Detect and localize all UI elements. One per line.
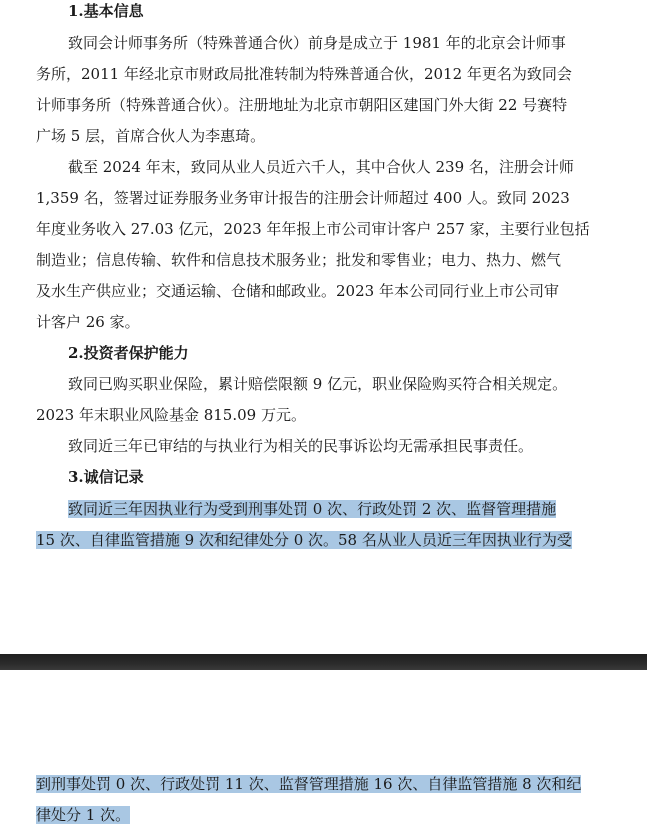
section-heading-investor-protection: 2.投资者保护能力 bbox=[68, 344, 189, 362]
text-line: 1,359 名，签署过证券服务业务审计报告的注册会计师超过 400 人。致同 2023 bbox=[36, 189, 570, 207]
text-line: 致同已购买职业保险，累计赔偿限额 9 亿元，职业保险购买符合相关规定。 bbox=[68, 375, 568, 393]
selection-highlight: 15 次、自律监管措施 9 次和纪律处分 0 次。58 名从业人员近三年因执业行为受 bbox=[36, 531, 572, 549]
highlighted-text-line[interactable] bbox=[36, 773, 596, 795]
page-separator bbox=[0, 654, 647, 670]
text-line: 计师事务所（特殊普通合伙）。注册地址为北京市朝阳区建国门外大街 22 号赛特 bbox=[36, 96, 568, 114]
highlighted-text-line[interactable] bbox=[68, 498, 596, 520]
selection-highlight: 律处分 1 次。 bbox=[36, 806, 131, 824]
section-heading-integrity-record: 3.诚信记录 bbox=[68, 468, 144, 486]
text-line: 2023 年末职业风险基金 815.09 万元。 bbox=[36, 406, 306, 424]
text-line: 截至 2024 年末，致同从业人员近六千人，其中合伙人 239 名，注册会计师 bbox=[68, 158, 574, 176]
selection-highlight: 致同近三年因执业行为受到刑事处罚 0 次、行政处罚 2 次、监督管理措施 bbox=[68, 500, 557, 518]
text-line: 广场 5 层，首席合伙人为李惠琦。 bbox=[36, 127, 266, 145]
text-line: 计客户 26 家。 bbox=[36, 313, 140, 331]
text-line: 致同会计师事务所（特殊普通合伙）前身是成立于 1981 年的北京会计师事 bbox=[68, 34, 566, 52]
text-line: 年度业务收入 27.03 亿元，2023 年年报上市公司审计客户 257 家，主要行业包括 bbox=[36, 220, 590, 238]
text-line: 务所，2011 年经北京市财政局批准转制为特殊普通合伙，2012 年更名为致同会 bbox=[36, 65, 572, 83]
document-page-bottom bbox=[0, 670, 647, 830]
text-line: 及水生产供应业；交通运输、仓储和邮政业。2023 年本公司同行业上市公司审 bbox=[36, 282, 559, 300]
text-line: 致同近三年已审结的与执业行为相关的民事诉讼均无需承担民事责任。 bbox=[68, 437, 534, 455]
section-heading-basic-info: 1.基本信息 bbox=[68, 2, 144, 20]
selection-highlight: 到刑事处罚 0 次、行政处罚 11 次、监督管理措施 16 次、自律监管措施 8 次和纪 bbox=[36, 775, 582, 793]
text-line: 制造业；信息传输、软件和信息技术服务业；批发和零售业；电力、热力、燃气 bbox=[36, 251, 562, 269]
highlighted-text-line[interactable] bbox=[36, 804, 596, 826]
highlighted-text-line[interactable] bbox=[36, 529, 596, 551]
